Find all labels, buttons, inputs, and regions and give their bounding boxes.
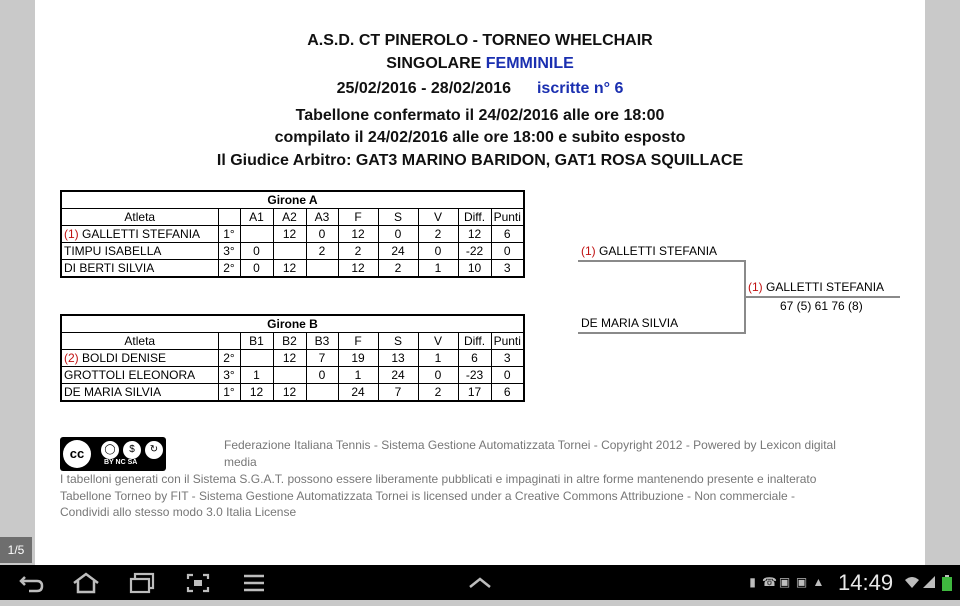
home-icon[interactable] [68, 565, 104, 600]
score-cell: 0 [240, 260, 273, 278]
athlete-label: TIMPU ISABELLA [64, 244, 162, 258]
seed-label: (1) [581, 244, 599, 258]
share-alike-icon: ↻ [144, 440, 164, 460]
athlete-label: GALLETTI STEFANIA [766, 280, 885, 294]
col-header: Atleta [61, 333, 218, 350]
download-icon: ▲ [812, 575, 825, 589]
diff-cell: -23 [458, 367, 491, 384]
bracket-line-bottom [578, 332, 746, 334]
signal-icon [922, 575, 936, 590]
games-won-cell: 1 [338, 367, 378, 384]
wins-cell: 2 [418, 226, 458, 243]
col-header: F [338, 333, 378, 350]
group-a-table [60, 190, 525, 278]
col-header: Punti [491, 333, 524, 350]
table-row [61, 367, 524, 384]
col-header: V [418, 333, 458, 350]
col-header: S [378, 333, 418, 350]
col-header: V [418, 209, 458, 226]
confirmation-line: Tabellone confermato il 24/02/2016 alle ore 18:00 [295, 107, 665, 124]
athlete-label: DE MARIA SILVIA [64, 385, 162, 399]
col-header: Diff. [458, 209, 491, 226]
notification-icon: ▣ [778, 575, 791, 589]
score-cell: 0 [306, 367, 338, 384]
col-header [218, 209, 240, 226]
athlete-name [61, 350, 218, 367]
points-cell: 0 [491, 243, 524, 260]
up-arrow-icon[interactable] [462, 565, 498, 600]
col-header: A2 [273, 209, 306, 226]
back-icon[interactable] [14, 565, 50, 600]
athlete-label: DI BERTI SILVIA [64, 261, 155, 275]
diff-cell: 12 [458, 226, 491, 243]
score-cell: 12 [273, 350, 306, 367]
col-header: B2 [273, 333, 306, 350]
athlete-label: BOLDI DENISE [82, 351, 167, 365]
score-cell [273, 367, 306, 384]
table-row [61, 260, 524, 278]
games-lost-cell: 13 [378, 350, 418, 367]
subtitle-femminile: FEMMINILE [485, 55, 574, 72]
wins-cell: 1 [418, 350, 458, 367]
points-cell: 6 [491, 384, 524, 402]
score-cell: 7 [306, 350, 338, 367]
points-cell: 0 [491, 367, 524, 384]
games-lost-cell: 24 [378, 243, 418, 260]
points-cell: 6 [491, 226, 524, 243]
group-a-title: Girone A [61, 191, 524, 209]
games-lost-cell: 7 [378, 384, 418, 402]
position-cell: 1° [218, 226, 240, 243]
col-header [218, 333, 240, 350]
credit-line-1: Federazione Italiana Tennis - Sistema Gestione Automatizzata Tornei - Copyright 2012 - Powered by Lexicon digital [224, 438, 836, 452]
score-cell: 12 [273, 226, 306, 243]
match-score: 67 (5) 61 76 (8) [780, 299, 863, 313]
bracket-winner [748, 280, 884, 294]
left-margin [0, 0, 35, 565]
athlete-name [61, 260, 218, 278]
document-page[interactable] [35, 0, 925, 565]
games-won-cell: 12 [338, 226, 378, 243]
wins-cell: 1 [418, 260, 458, 278]
bracket-line-top [578, 260, 746, 262]
license-line-3: Condividi allo stesso modo 3.0 Italia License [60, 505, 297, 519]
position-cell: 2° [218, 260, 240, 278]
wins-cell: 0 [418, 367, 458, 384]
battery-icon [940, 575, 954, 590]
athlete-name [61, 226, 218, 243]
cc-license-label: BY NC SA [104, 459, 138, 466]
wifi-icon [904, 575, 920, 590]
compiled-line: compilato il 24/02/2016 alle ore 18:00 e subito esposto [274, 129, 686, 146]
games-lost-cell: 2 [378, 260, 418, 278]
bracket-top-player [581, 244, 717, 258]
position-cell: 3° [218, 367, 240, 384]
score-cell [306, 384, 338, 402]
table-row [61, 243, 524, 260]
score-cell [306, 260, 338, 278]
points-cell: 3 [491, 350, 524, 367]
document-title: A.S.D. CT PINEROLO - TORNEO WHELCHAIR [307, 32, 653, 49]
diff-cell: 6 [458, 350, 491, 367]
games-won-cell: 12 [338, 260, 378, 278]
score-cell: 0 [306, 226, 338, 243]
non-commercial-icon: $ [122, 440, 142, 460]
system-navigation-bar [0, 565, 960, 600]
seed-label: (1) [748, 280, 766, 294]
col-header: Diff. [458, 333, 491, 350]
col-header: A1 [240, 209, 273, 226]
seed-label: (1) [64, 227, 82, 241]
attribution-icon: ◯ [100, 440, 120, 460]
score-cell: 2 [306, 243, 338, 260]
document-subtitle [35, 55, 925, 73]
score-cell: 12 [273, 260, 306, 278]
group-b-table [60, 314, 525, 402]
bracket-bottom-player: DE MARIA SILVIA [581, 316, 679, 330]
position-cell: 1° [218, 384, 240, 402]
table-row [61, 226, 524, 243]
creative-commons-logo [60, 437, 166, 471]
seed-label: (2) [64, 351, 82, 365]
right-margin [925, 0, 960, 565]
games-lost-cell: 0 [378, 226, 418, 243]
diff-cell: 17 [458, 384, 491, 402]
battery-saver-icon: ▮ [749, 575, 756, 589]
score-cell [240, 226, 273, 243]
col-header: S [378, 209, 418, 226]
referee-line: Il Giudice Arbitro: GAT3 MARINO BARIDON, GAT1 ROSA SQUILLACE [216, 152, 744, 169]
clock: 14:49 [838, 570, 894, 595]
score-cell [240, 350, 273, 367]
position-cell: 3° [218, 243, 240, 260]
recent-apps-icon[interactable] [124, 565, 160, 600]
wins-cell: 2 [418, 384, 458, 402]
credit-line-2: media [224, 455, 257, 469]
games-won-cell: 19 [338, 350, 378, 367]
score-cell: 12 [240, 384, 273, 402]
license-line-2: Tabellone Torneo by FIT - Sistema Gestione Automatizzata Tornei is licensed under a Creative Commons Attribuzione - Non commerciale - [60, 489, 796, 503]
table-row [61, 384, 524, 402]
col-header: Atleta [61, 209, 218, 226]
license-line-1: I tabelloni generati con il Sistema S.G.A.T. possono essere liberamente pubblicati e impaginati in altre forme mantenendo presente e inalterato [60, 472, 817, 486]
col-header: F [338, 209, 378, 226]
wins-cell: 0 [418, 243, 458, 260]
points-cell: 3 [491, 260, 524, 278]
col-header: A3 [306, 209, 338, 226]
cc-icon: cc [63, 440, 91, 468]
table-row [61, 350, 524, 367]
entries-count: iscritte n° 6 [536, 80, 624, 97]
score-cell: 1 [240, 367, 273, 384]
athlete-name [61, 367, 218, 384]
athlete-label: GALLETTI STEFANIA [82, 227, 201, 241]
score-cell [273, 243, 306, 260]
diff-cell: -22 [458, 243, 491, 260]
col-header: B1 [240, 333, 273, 350]
bracket-line-final [746, 296, 900, 298]
screenshot-icon[interactable] [180, 565, 216, 600]
score-cell: 12 [273, 384, 306, 402]
athlete-label: GROTTOLI ELEONORA [64, 368, 196, 382]
col-header: B3 [306, 333, 338, 350]
date-line [35, 80, 925, 98]
whatsapp-icon: ☎ [762, 575, 777, 589]
col-header: Punti [491, 209, 524, 226]
athlete-label: GALLETTI STEFANIA [599, 244, 718, 258]
group-b-title: Girone B [61, 315, 524, 333]
tournament-dates: 25/02/2016 - 28/02/2016 [336, 80, 511, 97]
diff-cell: 10 [458, 260, 491, 278]
score-cell: 0 [240, 243, 273, 260]
subtitle-singolare: SINGOLARE [386, 55, 486, 72]
gallery-icon: ▣ [795, 575, 808, 589]
page-indicator: 1/5 [0, 537, 32, 563]
menu-icon[interactable] [236, 565, 272, 600]
games-won-cell: 2 [338, 243, 378, 260]
games-won-cell: 24 [338, 384, 378, 402]
position-cell: 2° [218, 350, 240, 367]
games-lost-cell: 24 [378, 367, 418, 384]
athlete-name [61, 384, 218, 402]
athlete-name [61, 243, 218, 260]
